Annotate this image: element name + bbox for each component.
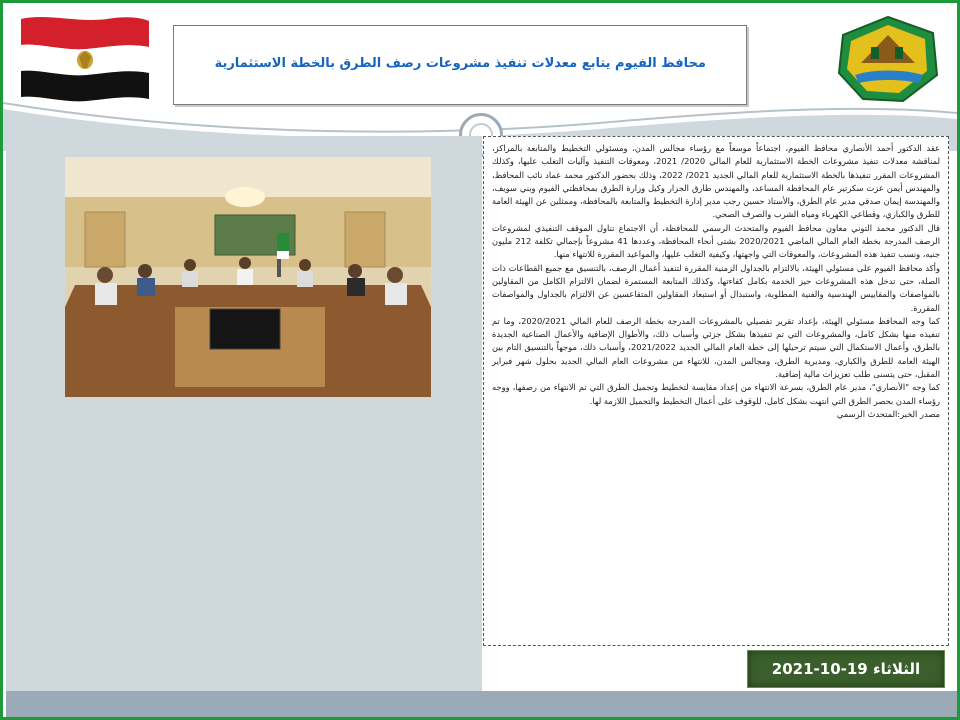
article-paragraph: وأكد محافظ الفيوم على مسئولي الهيئة، بالالتزام بالجداول الزمنية المقررة لتنفيذ أعمال الرصف، بالتنسيق مع جميع القطاعات ذات الصلة، حتى تدخل هذه المشروعات حيز الخدمة بكامل كفاءتها، وكذلك المتابعة المستمرة لضمان الالتزام الكامل من المقاولين بالمواصفات والمقاييس الهندسية والفنية المطلوبة، واستبدال أو استبعاد المقاولين المتقاعسين عن الالتزام بالجداول والمواصفات المقررة. [492, 262, 940, 313]
article-box [483, 136, 949, 646]
article-paragraph: قال الدكتور محمد التوني معاون محافظ الفيوم والمتحدث الرسمي للمحافظة، أن الاجتماع تناول الموقف التنفيذي لمشروعات الرصف المدرجة بخطة العام المالي الماضي 2020/2021 بشتى أنحاء المحافظة، وعددها 41 مشروعاً بإجمالي تكلفة 212 مليون جنيه، ونسب تنفيذ هذه المشروعات، والمعوقات التي واجهتها، وكيفية التغلب عليها، والمواعيد المقررة للانتهاء منها. [492, 222, 941, 260]
article-paragraph: عقد الدكتور أحمد الأنصاري محافظ الفيوم، اجتماعاً موسعاً مع رؤساء مجالس المدن، ومسئولي التخطيط والمتابعة بالمراكز، لمناقشة معدلات تنفيذ مشروعات الخطة الاستثمارية للعام المالي 2020/ 2021، ومعوقات التنفيذ وآليات التغلب عليها، وكذلك المشروعات المقرر تنفيذها بالخطة الاستثمارية للعام المالي الجديد 2021/ 2022، وذلك بحضور الدكتور محمد عماد نائب المحافظ، والمهندس أيمن عزت سكرتير عام المحافظة المساعد، والمهندس طارق الجزار وكيل وزارة الطرق بمحافظتي الفيوم وبني سويف، والمهندسة إيمان صدقي مدير عام الطرق، والأستاذ حسين رجب مدير إدارة التخطيط والمتابعة بالمحافظة، وممثلين عن الهيئة العامة للطرق والكباري، وقطاعي الكهرباء ومياه الشرب والصرف الصحي. [492, 143, 941, 220]
page-title: محافظ الفيوم يتابع معدلات تنفيذ مشروعات رصف الطرق بالخطة الاستثمارية [214, 56, 706, 71]
date-bar [747, 650, 945, 688]
article-paragraph: كما وجه "الأنصاري"، مدير عام الطرق، بسرعة الانتهاء من إعداد مقايسة لتخطيط وتجميل الطرق التي تم الانتهاء من رصفها، ووجه رؤساء المدن بحصر الطرق التي انتهت بشكل كامل، للوقوف على أعمال التخطيط والتجميل اللازمة لها. [492, 382, 940, 406]
article-source: مصدر الخبر:المتحدث الرسمي [836, 408, 940, 419]
article-paragraph: كما وجه المحافظ مسئولي الهيئة، بإعداد تقرير تفصيلي بالمشروعات المدرجة بخطة الرصف للعام المالي 2020/2021، وما تم تنفيذه منها بشكل كامل، والمشروعات التي تم تنفيذها بشكل جزئي وأسباب ذلك، والأطوال الإضافية والأعمال الصناعية الجديدة بالطرق، وأعمال الاستكمال التي سيتم ترحيلها إلى خطة العام المالي الجديد 2021/2022، وأسباب ذلك، موجهاً بالتنسيق التام بين الهيئة العامة للطرق والكباري، ومديرية الطرق، ومجالس المدن، للانتهاء من مشروعات العام المالي الجديد بحلول شهر فبراير المقبل، حتى يتسنى طلب تعزيزات مالية إضافية. [492, 315, 941, 380]
fayoum-governorate-logo-icon [833, 13, 943, 105]
bottom-strip [6, 691, 957, 717]
title-box [173, 25, 747, 105]
meeting-room-photo [65, 157, 431, 397]
date-label: الثلاثاء 19-10-2021 [771, 660, 921, 678]
article-body [492, 142, 940, 421]
egypt-flag-icon [17, 13, 151, 105]
meeting-photo-illustration [65, 157, 431, 397]
